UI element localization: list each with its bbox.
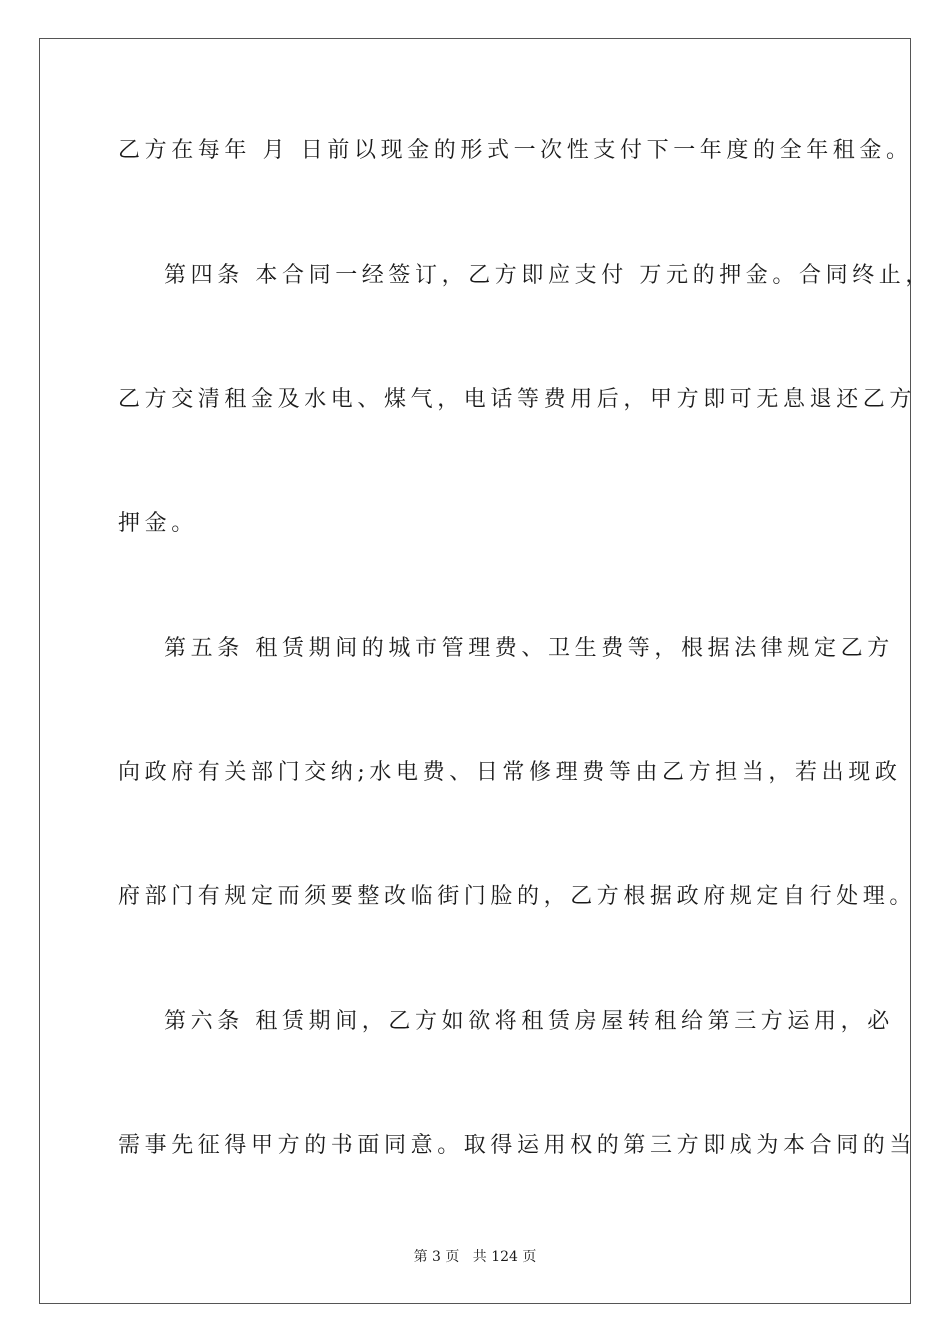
article-5-heading-line: 第五条 租赁期间的城市管理费、卫生费等，根据法律规定乙方 <box>164 636 894 661</box>
page-border <box>39 38 911 1304</box>
article-6-heading-line: 第六条 租赁期间，乙方如欲将租赁房屋转租给第三方运用，必 <box>164 1009 894 1034</box>
text-line-3: 乙方交清租金及水电、煤气，电话等费用后，甲方即可无息退还乙方 <box>118 387 917 412</box>
article-4-heading-line: 第四条 本合同一经签订，乙方即应支付 万元的押金。合同终止， <box>164 263 932 288</box>
page-number-footer: 第 3 页 共 124 页 <box>413 1249 537 1265</box>
text-line-1: 乙方在每年 月 日前以现金的形式一次性支付下一年度的全年租金。 <box>118 138 913 163</box>
text-line-9: 需事先征得甲方的书面同意。取得运用权的第三方即成为本合同的当 <box>118 1133 917 1158</box>
text-line-4: 押金。 <box>118 511 198 536</box>
text-line-6: 向政府有关部门交纳;水电费、日常修理费等由乙方担当，若出现政 <box>118 760 902 785</box>
text-line-7: 府部门有规定而须要整改临街门脸的，乙方根据政府规定自行处理。 <box>118 884 917 909</box>
